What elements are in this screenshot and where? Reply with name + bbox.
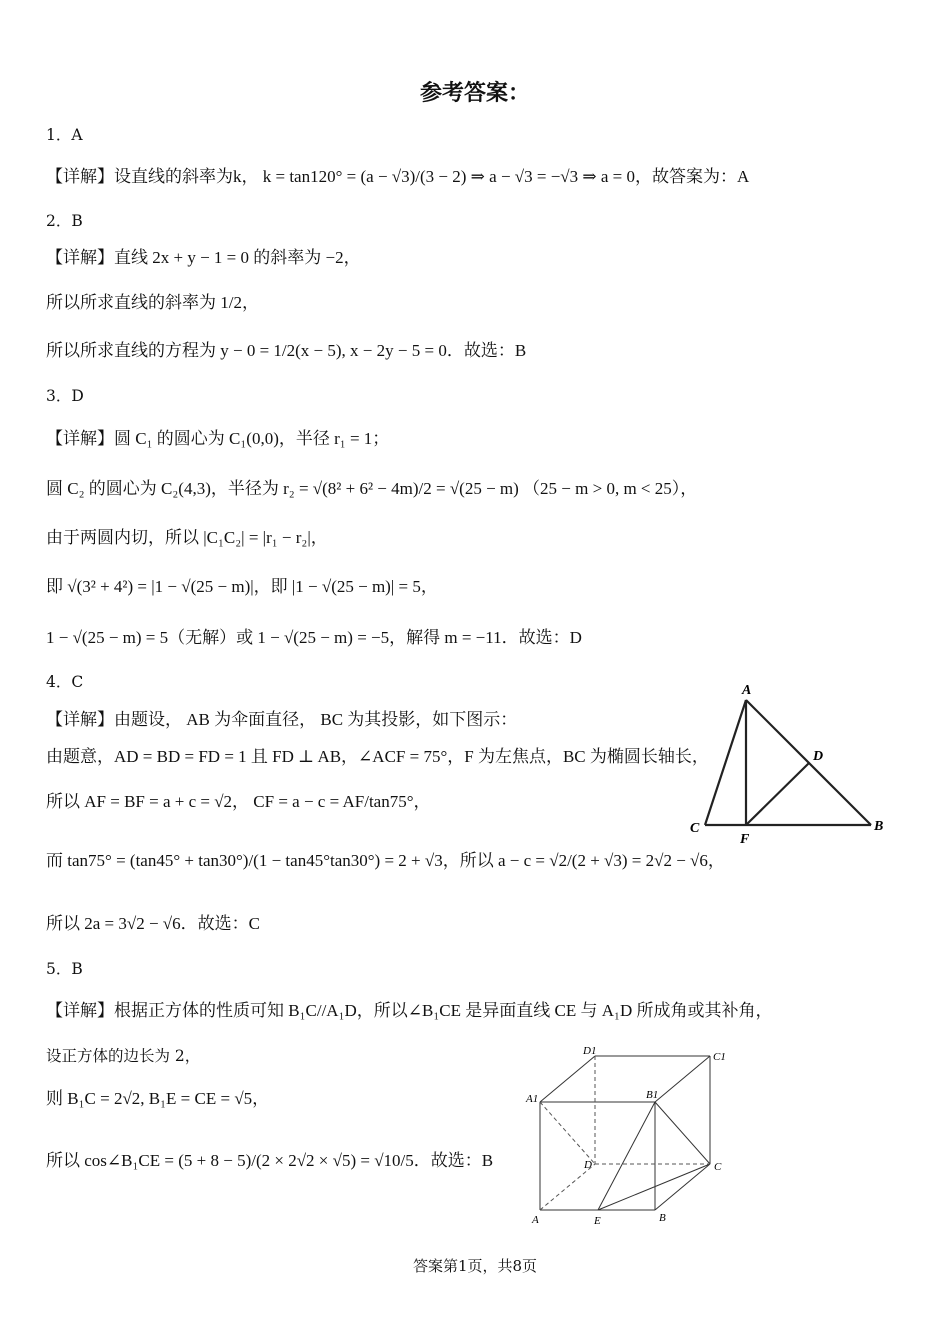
answer-5-detail: 【详解】根据正方体的性质可知 B₁C//A₁D，所以∠B₁CE 是异面直线 CE 与 A₁D 所成角或其补角， [46,1001,773,1020]
label-a1: A1 [526,1093,539,1105]
answer-1: 1．A [46,126,83,144]
answer-5: 5．B [46,960,83,978]
label-a: A [532,1214,539,1226]
label-d: D [584,1159,592,1171]
answer-3-tangent: 由于两圆内切，所以 |C₁C₂| = |r₁ − r₂|， [46,528,328,547]
cube-figure [520,1040,730,1230]
edge-b1-e [598,1102,655,1210]
label-c1: C1 [713,1051,726,1063]
answer-5-cos: 所以 cos∠B₁CE = (5 + 8 − 5)/(2 × 2√2 × √5) = √10/5．故选：B [46,1151,494,1170]
answer-3-equation: 即 √(3² + 4²) = |1 − √(25 − m)|，即 |1 − √(25 − m)| = 5， [46,577,438,596]
answer-4: 4．C [46,673,84,691]
edge-c1-b1 [655,1056,710,1102]
answer-5-lengths: 则 B₁C = 2√2, B₁E = CE = √5， [46,1089,270,1108]
label-a: A [742,683,752,698]
label-f: F [740,832,750,847]
answer-4-tan: 而 tan75° = (tan45° + tan30°)/(1 − tan45°tan30°) = 2 + √3，所以 a − c = √2/(2 + √3) = 2√2 − √6， [46,851,725,870]
edge-a1-d1 [540,1056,595,1102]
answer-4-af: 所以 AF = BF = a + c = √2， CF = a − c = AF/tan75°， [46,792,431,811]
answer-3-detail: 【详解】圆 C₁ 的圆心为 C₁(0,0)，半径 r₁ = 1； [46,429,390,448]
page-title: 参考答案： [419,81,530,106]
answer-4-detail: 【详解】由题设， AB 为伞面直径， BC 为其投影，如下图示： [46,710,518,729]
label-e: E [594,1215,601,1227]
label-b: B [874,819,884,834]
triangle-figure [685,680,895,850]
line-ac [705,700,746,825]
label-c: C [690,821,700,836]
answer-5-side: 设正方体的边长为 2， [46,1047,201,1065]
label-c: C [714,1161,722,1173]
label-d: D [813,749,824,764]
answer-1-detail: 【详解】设直线的斜率为k， k = tan120° = (a − √3)/(3 − 2) ⇒ a − √3 = −√3 ⇒ a = 0，故答案为：A [46,167,750,186]
answer-4-conditions: 由题意，AD = BD = FD = 1 且 FD ⊥ AB，∠ACF = 75°，F 为左焦点，BC 为椭圆长轴长， [46,747,709,766]
answer-2-equation: 所以所求直线的方程为 y − 0 = 1/2(x − 5), x − 2y − 5 = 0．故选：B [46,341,527,360]
answer-3: 3．D [46,387,84,405]
edge-b-c [655,1164,710,1210]
line-fd [746,763,809,825]
edge-b1-c [655,1102,710,1164]
label-d1: D1 [583,1045,597,1057]
answer-2: 2．B [46,212,83,230]
answer-2-detail: 【详解】直线 2x + y − 1 = 0 的斜率为 −2， [46,248,361,267]
answer-2-slope: 所以所求直线的斜率为 1/2， [46,293,259,312]
page-footer: 答案第1页，共8页 [412,1257,538,1275]
label-b: B [659,1212,666,1224]
label-b1: B1 [646,1089,659,1101]
hidden-a1-d [540,1102,595,1164]
edge-e-c [598,1164,710,1210]
answer-3-circle2: 圆 C₂ 的圆心为 C₂(4,3)，半径为 r₂ = √(8² + 6² − 4m)/2 = √(25 − m) （25 − m > 0, m < 25）， [46,479,698,498]
answer-3-solution: 1 − √(25 − m) = 5（无解）或 1 − √(25 − m) = −5，解得 m = −11．故选：D [46,628,582,647]
answer-4-result: 所以 2a = 3√2 − √6．故选：C [46,914,260,933]
